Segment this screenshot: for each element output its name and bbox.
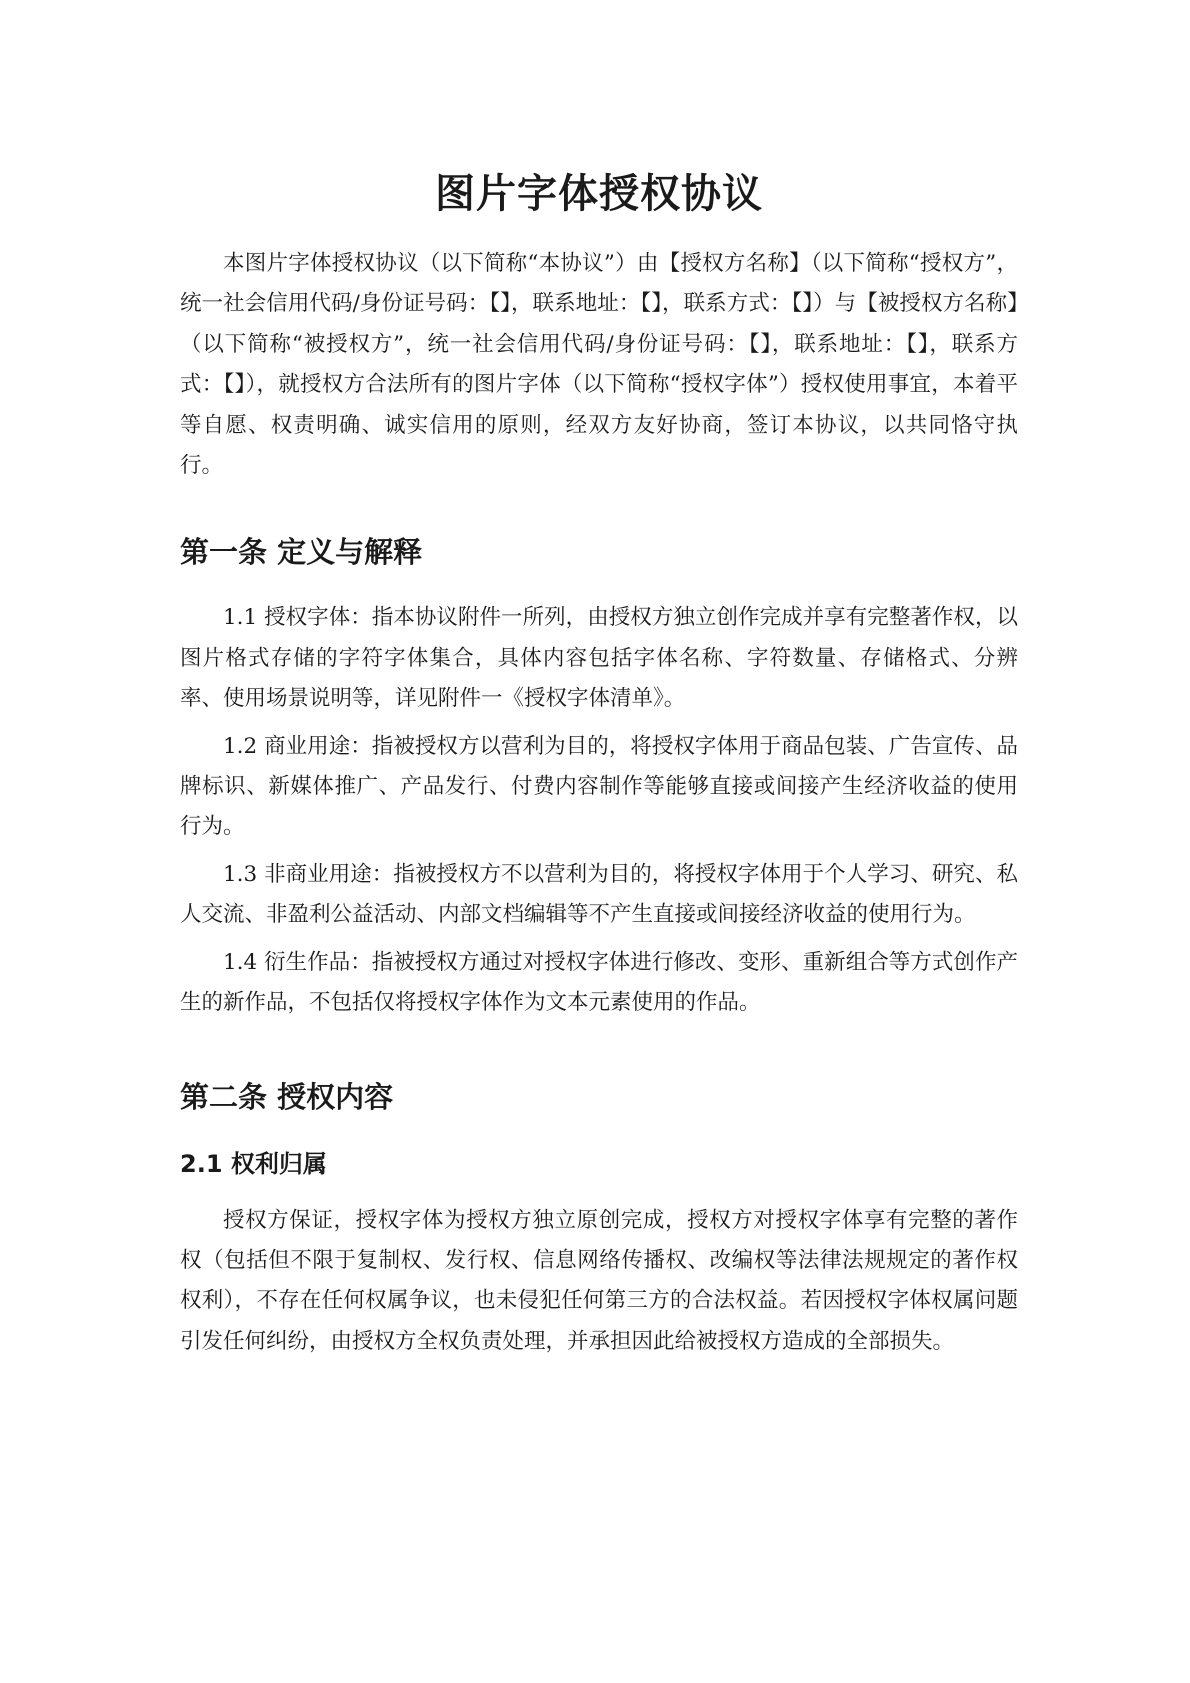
article-2-heading: 第二条 授权内容 (180, 1079, 394, 1114)
section-2-1-heading: 2.1 权利归属 (180, 1149, 327, 1178)
clause-1-1: 1.1 授权字体：指本协议附件一所列，由授权方独立创作完成并享有完整著作权，以图片格式存储的字符字体集合，具体内容包括字体名称、字符数量、存储格式、分辨率、使用场景说明等，详见附件一《授权字体清单》。 (180, 605, 1018, 712)
section-2-1-text: 授权方保证，授权字体为授权方独立原创完成，授权方对授权字体享有完整的著作权（包括但不限于复制权、发行权、信息网络传播权、改编权等法律法规规定的著作权权利），不存在任何权属争议，也未侵犯任何第三方的合法权益。若因授权字体权属问题引发任何纠纷，由授权方全权负责处理，并承担因此给被授权方造成的全部损失。 (180, 1207, 1018, 1354)
clause-1-3: 1.3 非商业用途：指被授权方不以营利为目的，将授权字体用于个人学习、研究、私人交流、非盈利公益活动、内部文档编辑等不产生直接或间接经济收益的使用行为。 (180, 861, 1018, 928)
intro-paragraph: 本图片字体授权协议（以下简称“本协议”）由【授权方名称】（以下简称“授权方”，统一社会信用代码/身份证号码：【】，联系地址：【】，联系方式：【】）与【被授权方名称】（以下简称“被授权方”，统一社会信用代码/身份证号码：【】，联系地址：【】，联系方式：【】），就授权方合法所有的图片字体（以下简称“授权字体”）授权使用事宜，本着平等自愿、权责明确、诚实信用的原则，经双方友好协商，签订本协议，以共同恪守执行。 (180, 251, 1018, 479)
document-title: 图片字体授权协议 (435, 171, 763, 217)
clause-1-2: 1.2 商业用途：指被授权方以营利为目的，将授权字体用于商品包装、广告宣传、品牌标识、新媒体推广、产品发行、付费内容制作等能够直接或间接产生经济收益的使用行为。 (180, 733, 1018, 840)
clause-1-4: 1.4 衍生作品：指被授权方通过对授权字体进行修改、变形、重新组合等方式创作产生的新作品，不包括仅将授权字体作为文本元素使用的作品。 (180, 949, 1018, 1016)
article-1-heading: 第一条 定义与解释 (180, 535, 423, 570)
